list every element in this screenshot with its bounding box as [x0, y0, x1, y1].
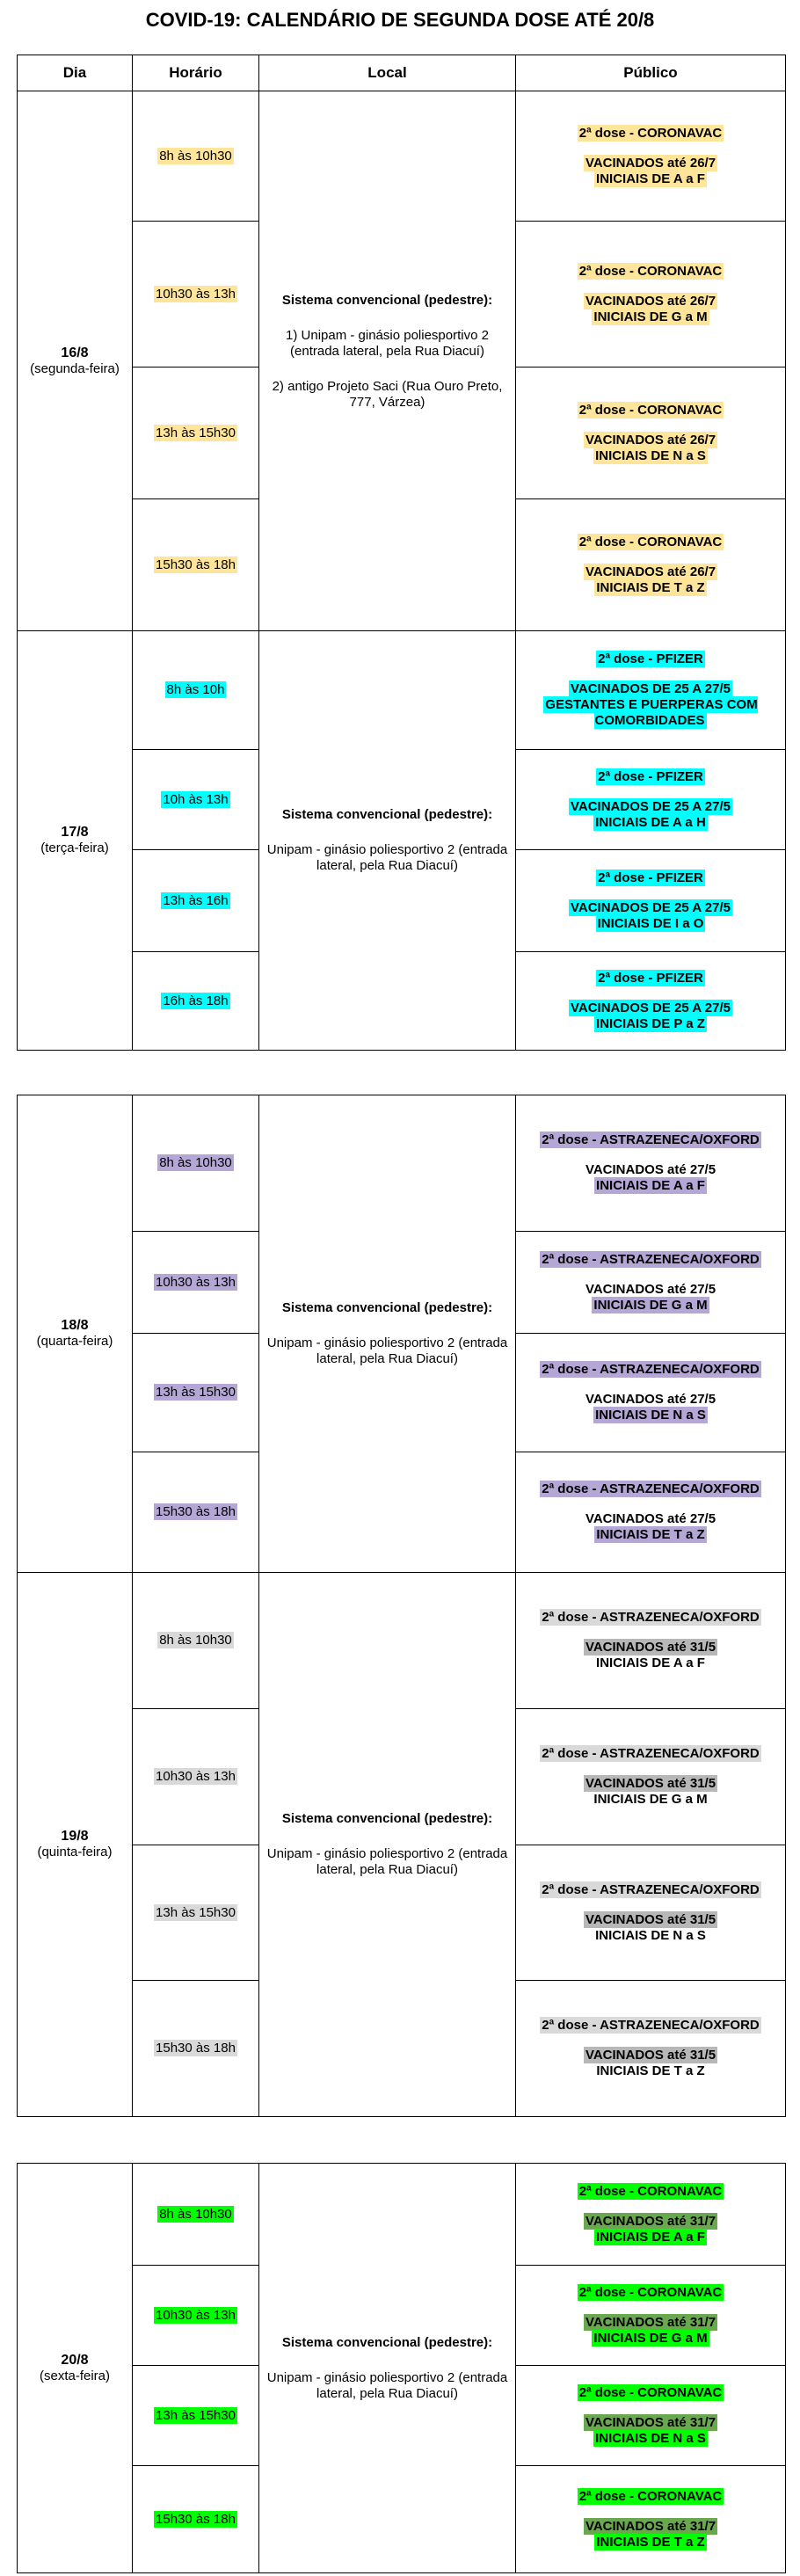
- time-cell: [133, 1573, 259, 1709]
- time-cell: [133, 2266, 259, 2366]
- header-horario: Horário: [133, 55, 259, 91]
- header-dia: Dia: [18, 55, 133, 91]
- dose-label: 2ª dose - CORONAVAC: [578, 263, 723, 279]
- dose-label: 2ª dose - PFIZER: [598, 768, 703, 784]
- dose-label: 2ª dose - ASTRAZENECA/OXFORD: [542, 1362, 760, 1377]
- public-cell: [516, 1232, 786, 1334]
- time-cell: [133, 850, 259, 952]
- public-cell: [516, 91, 786, 222]
- time-label: 13h às 15h30: [156, 1904, 236, 1920]
- public-cell: [516, 631, 786, 750]
- location-1: Unipam - ginásio poliesportivo 2 (entrada lateral, pela Rua Diacuí): [266, 1846, 508, 1877]
- vaccinated-label: VACINADOS DE 25 A 27/5: [571, 899, 731, 915]
- public-cell: [516, 1334, 786, 1452]
- public-cell: [516, 2164, 786, 2266]
- public-cell: [516, 2366, 786, 2466]
- dose-label: 2ª dose - PFIZER: [598, 870, 703, 885]
- time-cell: [133, 1095, 259, 1232]
- time-label: 10h30 às 13h: [156, 2307, 236, 2323]
- public-cell: [516, 850, 786, 952]
- initials-label: INICIAIS DE G a M: [593, 2330, 708, 2346]
- initials-label: INICIAIS DE N a S: [595, 1408, 706, 1423]
- dose-label: 2ª dose - ASTRAZENECA/OXFORD: [542, 1481, 760, 1496]
- initials-label: INICIAIS DE A a F: [596, 1178, 705, 1193]
- public-cell: [516, 1095, 786, 1232]
- table-row: [18, 91, 786, 222]
- location-1: Unipam - ginásio poliesportivo 2 (entrada lateral, pela Rua Diacuí): [266, 842, 508, 873]
- day-weekday: (sexta-feira): [39, 2368, 111, 2383]
- time-label: 10h30 às 13h: [156, 1274, 236, 1290]
- time-label: 13h às 15h30: [156, 425, 236, 440]
- vaccinated-label: VACINADOS até 26/7: [585, 155, 716, 171]
- time-cell: [133, 2366, 259, 2466]
- header-publico: Público: [516, 55, 786, 91]
- header-local: Local: [259, 55, 516, 91]
- day-date: 16/8: [61, 345, 89, 360]
- schedule-table-2: [17, 1095, 786, 2117]
- page-title: COVID-19: CALENDÁRIO DE SEGUNDA DOSE ATÉ 20/8: [145, 9, 655, 31]
- vaccinated-label: VACINADOS até 27/5: [585, 1162, 716, 1177]
- dose-label: 2ª dose - CORONAVAC: [578, 2284, 723, 2300]
- day-date: 19/8: [61, 1829, 89, 1844]
- location-cell: [259, 1095, 516, 1573]
- time-label: 10h às 13h: [163, 791, 229, 807]
- public-cell: [516, 952, 786, 1051]
- time-label: 8h às 10h30: [159, 148, 232, 164]
- time-label: 10h30 às 13h: [156, 286, 236, 302]
- initials-label: INICIAIS DE T a Z: [596, 2534, 705, 2550]
- vaccinated-label: VACINADOS até 26/7: [585, 432, 716, 448]
- vaccinated-label: VACINADOS até 31/5: [585, 1776, 716, 1791]
- time-cell: [133, 1709, 259, 1845]
- day-cell: [18, 91, 133, 631]
- day-cell: [18, 2164, 133, 2573]
- public-cell: [516, 1845, 786, 1981]
- time-label: 13h às 15h30: [156, 2407, 236, 2423]
- location-heading: Sistema convencional (pedestre):: [281, 1300, 493, 1315]
- time-label: 13h às 15h30: [156, 1385, 236, 1400]
- vaccinated-label: VACINADOS até 27/5: [585, 1281, 716, 1297]
- day-date: 17/8: [61, 825, 89, 840]
- public-cell: [516, 367, 786, 499]
- time-cell: [133, 367, 259, 499]
- initials-label: INICIAIS DE N a S: [595, 2430, 706, 2446]
- dose-label: 2ª dose - CORONAVAC: [578, 402, 723, 418]
- initials-label: INICIAIS DE T a Z: [596, 579, 705, 595]
- day-cell: [18, 631, 133, 1051]
- initials-label: INICIAIS DE A a F: [596, 1655, 705, 1670]
- schedule-table-3: [17, 2163, 786, 2573]
- day-weekday: (terça-feira): [40, 840, 109, 855]
- schedule-table-1: [17, 55, 786, 1051]
- vaccinated-label: VACINADOS até 31/5: [585, 1911, 716, 1927]
- dose-label: 2ª dose - ASTRAZENECA/OXFORD: [542, 1132, 760, 1147]
- dose-label: 2ª dose - ASTRAZENECA/OXFORD: [542, 1746, 760, 1761]
- time-label: 15h30 às 18h: [156, 557, 236, 572]
- initials-label: INICIAIS DE A a H: [595, 814, 706, 830]
- table-row: [18, 1573, 786, 1709]
- initials-label: INICIAIS DE T a Z: [596, 2063, 705, 2078]
- location-cell: [259, 1573, 516, 2117]
- location-heading: Sistema convencional (pedestre):: [281, 1811, 493, 1826]
- vaccinated-label: VACINADOS até 26/7: [585, 564, 716, 579]
- public-cell: [516, 499, 786, 631]
- location-cell: [259, 91, 516, 631]
- time-label: 8h às 10h30: [159, 1155, 232, 1170]
- day-date: 18/8: [61, 1318, 89, 1333]
- public-cell: [516, 2466, 786, 2573]
- time-label: 8h às 10h30: [159, 1633, 232, 1648]
- vaccinated-label: VACINADOS DE 25 A 27/5: [571, 681, 731, 696]
- time-cell: [133, 2466, 259, 2573]
- vaccinated-label: VACINADOS até 27/5: [585, 1392, 716, 1407]
- time-label: 8h às 10h: [166, 682, 225, 697]
- time-cell: [133, 1232, 259, 1334]
- time-label: 8h às 10h30: [159, 2206, 232, 2222]
- vaccinated-label: VACINADOS até 31/7: [585, 2314, 716, 2330]
- initials-label: INICIAIS DE T a Z: [596, 1527, 705, 1542]
- location-cell: [259, 2164, 516, 2573]
- time-label: 16h às 18h: [163, 993, 229, 1008]
- location-heading: Sistema convencional (pedestre):: [281, 292, 493, 308]
- location-1: Unipam - ginásio poliesportivo 2 (entrada lateral, pela Rua Diacuí): [266, 1335, 508, 1366]
- dose-label: 2ª dose - CORONAVAC: [578, 534, 723, 549]
- time-label: 15h30 às 18h: [156, 2041, 236, 2056]
- public-cell: [516, 222, 786, 367]
- vaccinated-label: VACINADOS até 31/5: [585, 2048, 716, 2063]
- initials-label: INICIAIS DE A a F: [596, 2229, 705, 2245]
- table-row: [18, 631, 786, 750]
- initials-label: GESTANTES E PUERPERAS COM COMORBIDADES: [545, 697, 758, 728]
- table-row: [18, 2164, 786, 2266]
- public-cell: [516, 750, 786, 850]
- day-weekday: (segunda-feira): [30, 360, 120, 376]
- location-cell: [259, 631, 516, 1051]
- day-weekday: (quinta-feira): [37, 1845, 113, 1859]
- day-date: 20/8: [61, 2352, 89, 2368]
- time-cell: [133, 1452, 259, 1573]
- vaccinated-label: VACINADOS DE 25 A 27/5: [571, 798, 731, 814]
- initials-label: INICIAIS DE N a S: [595, 448, 706, 463]
- table-row: [18, 1095, 786, 1232]
- time-cell: [133, 91, 259, 222]
- location-1: 1) Unipam - ginásio poliesportivo 2 (entrada lateral, pela Rua Diacuí): [286, 327, 489, 359]
- header-row: [18, 55, 786, 91]
- dose-label: 2ª dose - CORONAVAC: [578, 2183, 723, 2199]
- initials-label: INICIAIS DE P a Z: [596, 1015, 705, 1031]
- dose-label: 2ª dose - CORONAVAC: [578, 2384, 723, 2400]
- initials-label: INICIAIS DE N a S: [595, 1927, 706, 1943]
- vaccinated-label: VACINADOS até 31/7: [585, 2213, 716, 2229]
- day-cell: [18, 1573, 133, 2117]
- vaccinated-label: VACINADOS até 31/5: [585, 1640, 716, 1655]
- time-cell: [133, 1981, 259, 2117]
- vaccinated-label: VACINADOS até 27/5: [585, 1511, 716, 1526]
- location-2: 2) antigo Projeto Saci (Rua Ouro Preto, 777, Várzea): [272, 378, 503, 410]
- initials-label: INICIAIS DE G a M: [593, 309, 708, 324]
- time-cell: [133, 222, 259, 367]
- public-cell: [516, 1981, 786, 2117]
- time-label: 10h30 às 13h: [156, 1769, 236, 1784]
- vaccinated-label: VACINADOS até 31/7: [585, 2414, 716, 2430]
- time-cell: [133, 952, 259, 1051]
- time-cell: [133, 1334, 259, 1452]
- initials-label: INICIAIS DE A a F: [596, 171, 705, 186]
- dose-label: 2ª dose - PFIZER: [598, 970, 703, 986]
- time-cell: [133, 2164, 259, 2266]
- location-heading: Sistema convencional (pedestre):: [281, 807, 493, 822]
- public-cell: [516, 1709, 786, 1845]
- day-weekday: (quarta-feira): [36, 1334, 113, 1349]
- initials-label: INICIAIS DE I a O: [597, 915, 704, 931]
- public-cell: [516, 1573, 786, 1709]
- initials-label: INICIAIS DE G a M: [593, 1792, 708, 1807]
- dose-label: 2ª dose - ASTRAZENECA/OXFORD: [542, 1251, 760, 1267]
- day-cell: [18, 1095, 133, 1573]
- dose-label: 2ª dose - CORONAVAC: [578, 125, 723, 141]
- initials-label: INICIAIS DE G a M: [593, 1297, 708, 1313]
- vaccinated-label: VACINADOS até 26/7: [585, 293, 716, 309]
- dose-label: 2ª dose - PFIZER: [598, 651, 703, 666]
- time-cell: [133, 499, 259, 631]
- dose-label: 2ª dose - CORONAVAC: [578, 2488, 723, 2504]
- time-cell: [133, 1845, 259, 1981]
- location-heading: Sistema convencional (pedestre):: [281, 2334, 493, 2350]
- dose-label: 2ª dose - ASTRAZENECA/OXFORD: [542, 1610, 760, 1625]
- public-cell: [516, 2266, 786, 2366]
- vaccinated-label: VACINADOS até 31/7: [585, 2518, 716, 2534]
- public-cell: [516, 1452, 786, 1573]
- dose-label: 2ª dose - ASTRAZENECA/OXFORD: [542, 1881, 760, 1897]
- time-label: 15h30 às 18h: [156, 1504, 236, 1519]
- time-label: 13h às 16h: [163, 892, 229, 908]
- dose-label: 2ª dose - ASTRAZENECA/OXFORD: [542, 2018, 760, 2033]
- time-label: 15h30 às 18h: [156, 2511, 236, 2527]
- location-1: Unipam - ginásio poliesportivo 2 (entrada lateral, pela Rua Diacuí): [266, 2369, 508, 2401]
- vaccinated-label: VACINADOS DE 25 A 27/5: [571, 1000, 731, 1015]
- time-cell: [133, 631, 259, 750]
- time-cell: [133, 750, 259, 850]
